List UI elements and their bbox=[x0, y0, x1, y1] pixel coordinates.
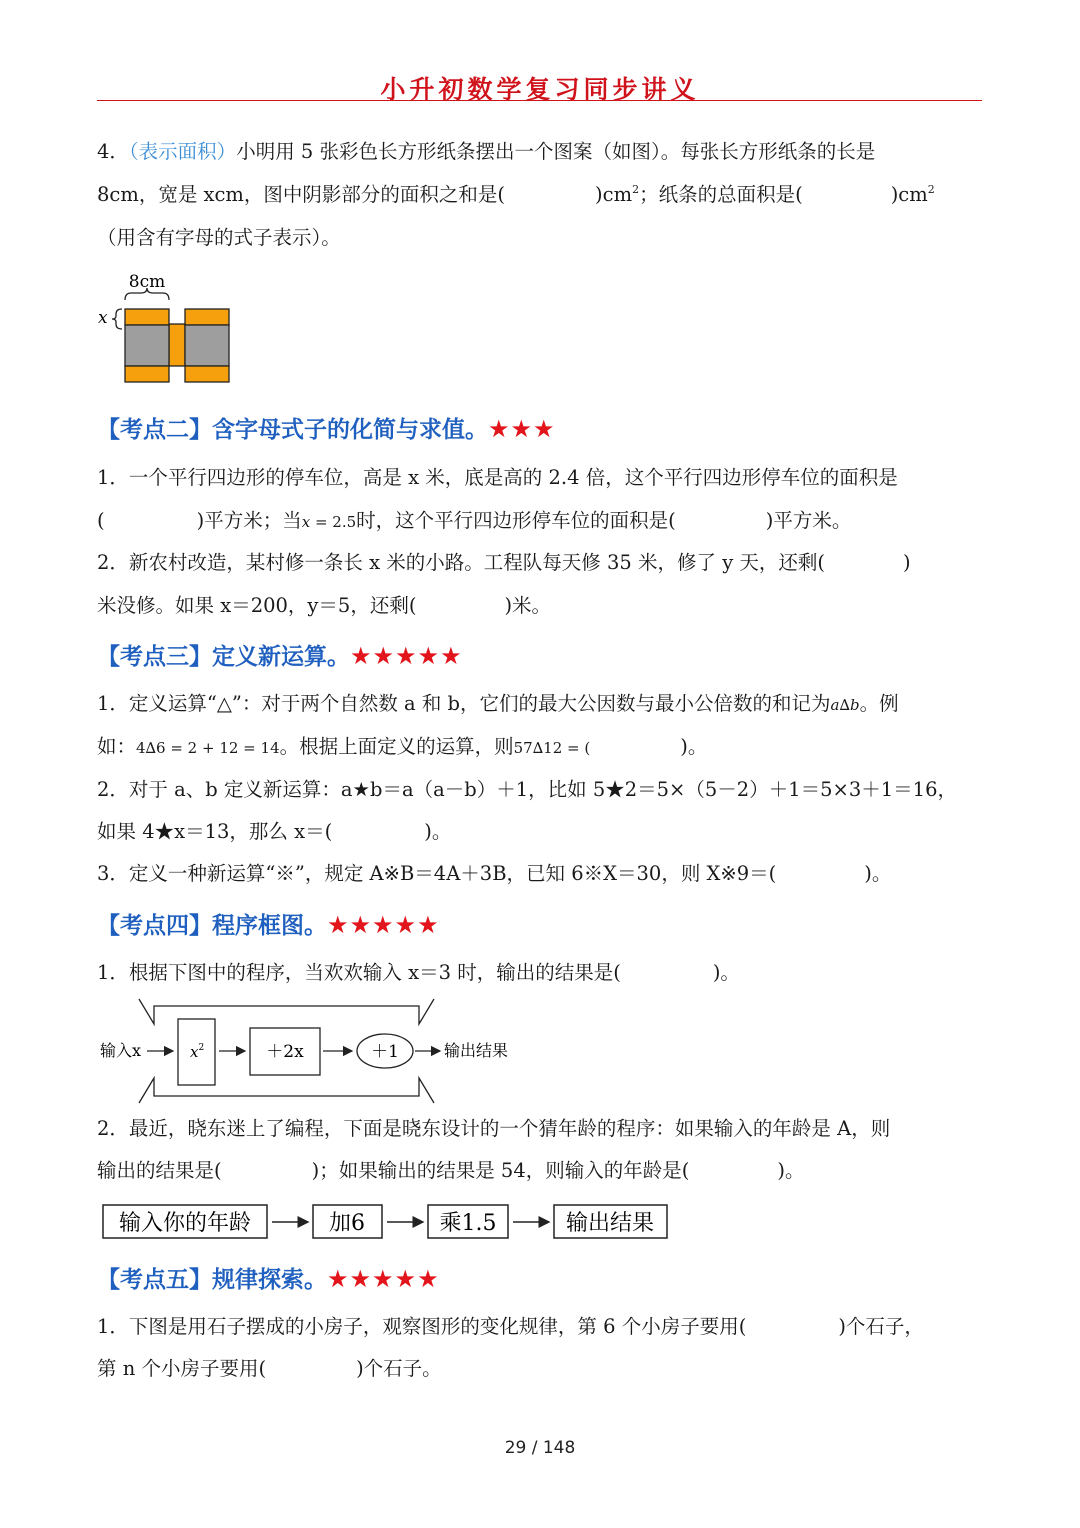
flow1-oval-text: ＋1 bbox=[371, 1042, 399, 1062]
s2-q1-text-b: )平方米；当 bbox=[196, 509, 302, 532]
star-rating: ★★★★★ bbox=[350, 642, 463, 670]
s3-q1-example: 4∆6 = 2 + 12 = 14 bbox=[136, 739, 280, 757]
s3-q1-text-c: 如： bbox=[97, 735, 137, 758]
q4-text-2d: )cm bbox=[890, 183, 928, 206]
section-5-title: 【考点五】规律探索。 bbox=[97, 1267, 327, 1293]
star-rating: ★★★ bbox=[488, 415, 556, 443]
s3-q1-line-2 bbox=[97, 733, 987, 762]
s5-q1-text-a: 1．下图是用石子摆成的小房子，观察图形的变化规律，第 6 个小房子要用( bbox=[97, 1315, 747, 1338]
q4-line-3: （用含有字母的式子表示）。 bbox=[97, 226, 341, 249]
q4-sup-2: 2 bbox=[927, 183, 935, 196]
q4-line-2 bbox=[97, 181, 987, 209]
section-2-title: 【考点二】含字母式子的化简与求值。 bbox=[97, 417, 488, 443]
q4-number: 4． bbox=[97, 140, 129, 163]
s5-q1-line-1 bbox=[97, 1313, 987, 1341]
s2-q1-math: x = 2.5 bbox=[301, 513, 357, 531]
s4-q2-line-2 bbox=[97, 1157, 987, 1185]
flow1-box-square-text: $x^2$ bbox=[190, 1043, 205, 1061]
header-rule bbox=[97, 100, 982, 101]
strip-right-top bbox=[185, 309, 229, 325]
s3-q1-text-d: 。根据上面定义的运算，则 bbox=[279, 735, 514, 758]
strip-middle bbox=[169, 324, 185, 366]
s2-q2-line-1 bbox=[97, 549, 987, 577]
s5-q1-text-d: )个石子。 bbox=[356, 1357, 442, 1380]
flow1-input-label: 输入x bbox=[100, 1041, 142, 1060]
s3-q1-math: a∆b bbox=[830, 696, 860, 714]
s4-q1-text-a: 1．根据下图中的程序，当欢欢输入 x＝3 时，输出的结果是( bbox=[97, 961, 621, 984]
fig-width-brace bbox=[112, 309, 122, 329]
s4-q2-line-1: 2．最近，晓东迷上了编程，下面是晓东设计的一个猜年龄的程序：如果输入的年龄是 A，则 bbox=[97, 1117, 891, 1140]
strip-right-bottom bbox=[185, 366, 229, 382]
strip-left-top bbox=[125, 309, 169, 325]
star-rating: ★★★★★ bbox=[327, 911, 440, 939]
s4-q1-line bbox=[97, 959, 987, 987]
s3-q3-text-a: 3．定义一种新运算“※”，规定 A※B＝4A＋3B，已知 6※X＝30，则 X※9＝( bbox=[97, 862, 777, 885]
section-5-heading bbox=[97, 1261, 440, 1294]
s2-q1-line-2 bbox=[97, 507, 987, 536]
flow2-box-output-text: 输出结果 bbox=[565, 1211, 655, 1236]
flow2-box-input-text: 输入你的年龄 bbox=[118, 1211, 252, 1236]
s3-q3-line-1 bbox=[97, 860, 987, 888]
s5-q1-line-2 bbox=[97, 1355, 987, 1383]
q4-line-1 bbox=[97, 138, 987, 166]
s5-q1-text-b: )个石子， bbox=[838, 1315, 924, 1338]
fig-length-label: 8cm bbox=[128, 272, 166, 292]
section-4-title: 【考点四】程序框图。 bbox=[97, 913, 327, 939]
s3-q1-line-1 bbox=[97, 690, 987, 719]
header-title: 小升初数学复习同步讲义 bbox=[380, 75, 700, 104]
q4-text-1: 小明用 5 张彩色长方形纸条摆出一个图案（如图）。每张长方形纸条的长是 bbox=[236, 140, 876, 163]
q4-text-2b: )cm bbox=[595, 183, 633, 206]
flow1-output-label: 输出结果 bbox=[444, 1041, 509, 1060]
s2-q1-text-c: 时，这个平行四边形停车位的面积是( bbox=[356, 509, 676, 532]
s3-q2-line-1: 2．对于 a、b 定义新运算：a★b＝a（a－b）＋1，比如 5★2＝5×（5－2）＋1＝5×3＋1＝16， bbox=[97, 778, 957, 801]
s2-q2-line-2 bbox=[97, 592, 987, 620]
s3-q2-text-a: 如果 4★x＝13，那么 x＝( bbox=[97, 820, 333, 843]
s4-q2-text-b: )；如果输出的结果是 54，则输入的年龄是( bbox=[311, 1159, 690, 1182]
s2-q1-line-1: 1．一个平行四边形的停车位，高是 x 米，底是高的 2.4 倍，这个平行四边形停车位的面积是 bbox=[97, 466, 898, 489]
s4-q1-text-b: )。 bbox=[712, 961, 740, 984]
s3-q1-text-b: 。例 bbox=[859, 692, 899, 715]
q4-sup-1: 2 bbox=[632, 183, 640, 196]
shade-left bbox=[125, 325, 169, 366]
flow2-box-add-text: 加6 bbox=[329, 1211, 365, 1236]
q4-tag: （表示面积） bbox=[128, 140, 237, 163]
s3-q1-math-2: 57∆12 = ( bbox=[513, 739, 591, 757]
q4-text-2a: 8cm，宽是 xcm，图中阴影部分的面积之和是( bbox=[97, 183, 506, 206]
s4-q2-text-c: )。 bbox=[777, 1159, 805, 1182]
s3-q3-text-b: )。 bbox=[864, 862, 892, 885]
shade-right bbox=[185, 325, 229, 366]
s2-q2-text-b: ) bbox=[903, 551, 911, 574]
page-number: 29 / 148 bbox=[504, 1438, 576, 1458]
s3-q1-text-e: )。 bbox=[680, 735, 708, 758]
q4-text-2c: ；纸条的总面积是( bbox=[639, 183, 803, 206]
section-4-heading bbox=[97, 907, 440, 940]
s2-q1-text-a: ( bbox=[97, 509, 105, 532]
strip-left-bottom bbox=[125, 366, 169, 382]
s4-q2-text-a: 输出的结果是( bbox=[97, 1159, 222, 1182]
flowchart-2 bbox=[100, 1202, 672, 1244]
s3-q2-line-2 bbox=[97, 818, 987, 846]
flow1-box-add-text: ＋2x bbox=[266, 1042, 304, 1062]
s3-q1-text-a: 1．定义运算“△”：对于两个自然数 a 和 b，它们的最大公因数与最小公倍数的和记为 bbox=[97, 692, 831, 715]
star-rating: ★★★★★ bbox=[327, 1265, 440, 1293]
s2-q1-text-d: )平方米。 bbox=[765, 509, 852, 532]
flowchart-1 bbox=[97, 996, 537, 1106]
section-3-title: 【考点三】定义新运算。 bbox=[97, 644, 350, 670]
fig-width-label: x bbox=[98, 308, 108, 328]
s2-q2-text-c: 米没修。如果 x＝200，y＝5，还剩( bbox=[97, 594, 417, 617]
s3-q2-text-b: )。 bbox=[424, 820, 452, 843]
section-3-heading bbox=[97, 638, 463, 671]
strip-figure bbox=[95, 268, 240, 386]
s2-q2-text-d: )米。 bbox=[504, 594, 552, 617]
flow2-box-multiply-text: 乘1.5 bbox=[439, 1211, 497, 1236]
s2-q2-text-a: 2．新农村改造，某村修一条长 x 米的小路。工程队每天修 35 米，修了 y 天，还剩( bbox=[97, 551, 826, 574]
s5-q1-text-c: 第 n 个小房子要用( bbox=[97, 1357, 267, 1380]
section-2-heading bbox=[97, 411, 556, 444]
